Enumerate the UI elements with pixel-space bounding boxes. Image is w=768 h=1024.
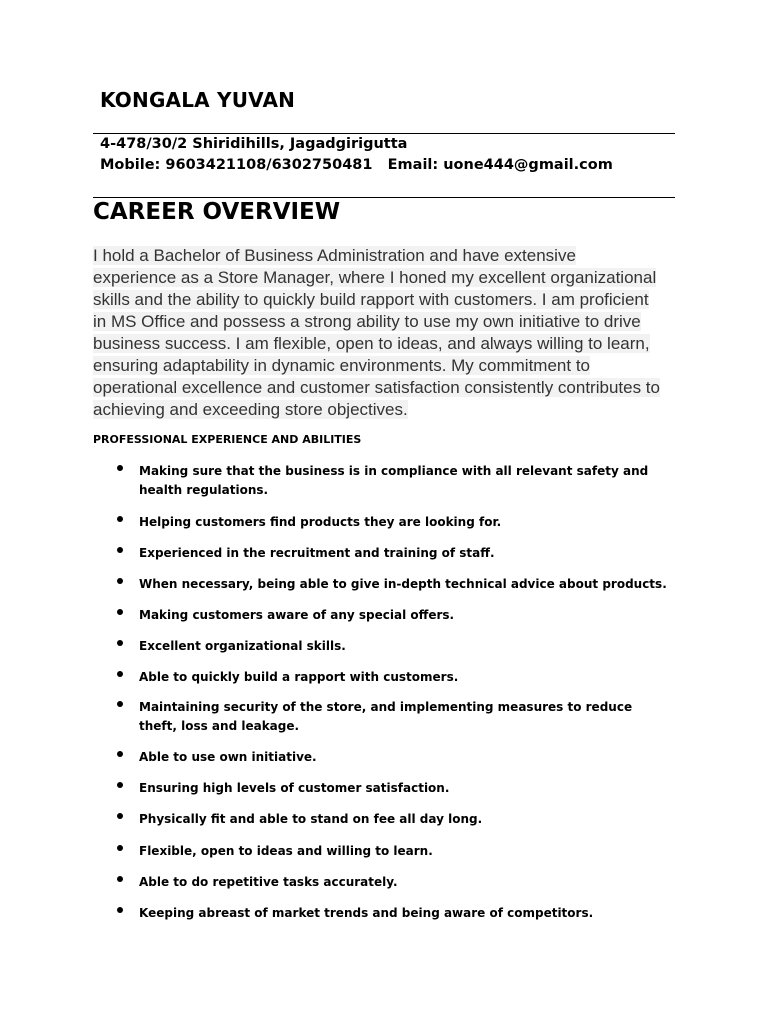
bullet-icon xyxy=(117,876,123,882)
bullet-icon xyxy=(117,671,123,677)
experience-item-text: When necessary, being able to give in-depth technical advice about products. xyxy=(139,577,667,591)
experience-item-text: Making customers aware of any special offers. xyxy=(139,608,455,622)
career-overview-title: CAREER OVERVIEW xyxy=(93,199,341,225)
bullet-icon xyxy=(117,907,123,913)
overview-line: skills and the ability to quickly build rapport with customers. I am proficient xyxy=(93,290,649,309)
bullet-icon xyxy=(117,813,123,819)
experience-item-text: Able to use own initiative. xyxy=(139,750,317,764)
overview-line: operational excellence and customer satisfaction consistently contributes to xyxy=(93,378,660,397)
experience-item-text: Keeping abreast of market trends and being aware of competitors. xyxy=(139,906,594,920)
experience-item-text: Excellent organizational skills. xyxy=(139,639,346,653)
bullet-icon xyxy=(117,751,123,757)
bullet-icon xyxy=(117,640,123,646)
overview-line: achieving and exceeding store objectives. xyxy=(93,400,408,419)
bullet-icon xyxy=(117,845,123,851)
experience-heading: PROFESSIONAL EXPERIENCE AND ABILITIES xyxy=(93,433,362,446)
overview-line: in MS Office and possess a strong ability to use my own initiative to drive xyxy=(93,312,641,331)
bullet-icon xyxy=(117,701,123,707)
career-overview-text xyxy=(93,245,683,421)
experience-item-text: Able to quickly build a rapport with customers. xyxy=(139,670,459,684)
bullet-icon xyxy=(117,465,123,471)
experience-item-text: Helping customers find products they are looking for. xyxy=(139,515,502,529)
overview-line: ensuring adaptability in dynamic environments. My commitment to xyxy=(93,356,590,375)
bullet-icon xyxy=(117,516,123,522)
experience-item-text: Ensuring high levels of customer satisfaction. xyxy=(139,781,450,795)
bullet-icon xyxy=(117,609,123,615)
email-text: Email: uone444@gmail.com xyxy=(387,157,613,173)
experience-item-text: Flexible, open to ideas and willing to learn. xyxy=(139,844,433,858)
overview-line: business success. I am flexible, open to ideas, and always willing to learn, xyxy=(93,334,650,353)
bullet-icon xyxy=(117,578,123,584)
address-line: 4-478/30/2 Shiridihills, Jagadgirigutta xyxy=(100,136,408,152)
candidate-name: KONGALA YUVAN xyxy=(100,88,296,112)
experience-item-text: Able to do repetitive tasks accurately. xyxy=(139,875,398,889)
header-rule-bottom xyxy=(93,197,675,198)
overview-line: experience as a Store Manager, where I honed my excellent organizational xyxy=(93,268,657,287)
experience-item-text: Physically fit and able to stand on fee all day long. xyxy=(139,812,483,826)
overview-line: I hold a Bachelor of Business Administration and have extensive xyxy=(93,246,576,265)
experience-item-text: Making sure that the business is in compliance with all relevant safety and health regulations. xyxy=(139,464,649,497)
experience-item-text: Experienced in the recruitment and training of staff. xyxy=(139,546,495,560)
contact-line xyxy=(100,155,613,176)
mobile-text: Mobile: 9603421108/6302750481 xyxy=(100,157,373,173)
bullet-icon xyxy=(117,782,123,788)
bullet-icon xyxy=(117,547,123,553)
experience-item-text: Maintaining security of the store, and implementing measures to reduce theft, loss and leakage. xyxy=(139,700,633,733)
